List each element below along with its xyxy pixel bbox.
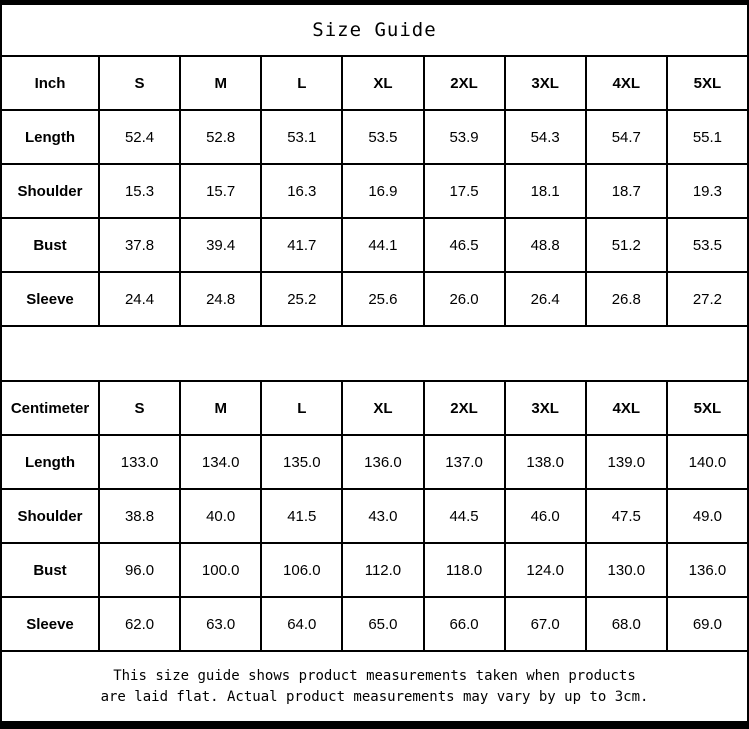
measurement-cell: 112.0 bbox=[342, 543, 423, 597]
measurement-cell: 134.0 bbox=[180, 435, 261, 489]
measurement-cell: 124.0 bbox=[505, 543, 586, 597]
measurement-cell: 19.3 bbox=[667, 164, 748, 218]
measurement-cell: 51.2 bbox=[586, 218, 667, 272]
centimeter-size-table bbox=[0, 380, 749, 652]
measurement-cell: 67.0 bbox=[505, 597, 586, 651]
measurement-cell: 39.4 bbox=[180, 218, 261, 272]
table-row-sleeve bbox=[1, 272, 748, 326]
measurement-cell: 55.1 bbox=[667, 110, 748, 164]
inch-size-table bbox=[0, 55, 749, 327]
size-header-cell: 5XL bbox=[667, 56, 748, 110]
measurement-cell: 44.1 bbox=[342, 218, 423, 272]
page-title: Size Guide bbox=[312, 19, 437, 41]
measurement-cell: 96.0 bbox=[99, 543, 180, 597]
measurement-cell: 16.9 bbox=[342, 164, 423, 218]
measurement-cell: 100.0 bbox=[180, 543, 261, 597]
size-header-cell: 2XL bbox=[424, 56, 505, 110]
footer-note-line1: This size guide shows product measurements taken when products bbox=[113, 667, 636, 684]
size-header-cell: 3XL bbox=[505, 56, 586, 110]
measurement-cell: 130.0 bbox=[586, 543, 667, 597]
measurement-cell: 53.5 bbox=[342, 110, 423, 164]
measurement-cell: 135.0 bbox=[261, 435, 342, 489]
table-row-bust bbox=[1, 543, 748, 597]
measurement-cell: 106.0 bbox=[261, 543, 342, 597]
measurement-cell: 47.5 bbox=[586, 489, 667, 543]
table-row-bust bbox=[1, 218, 748, 272]
measurement-cell: 41.5 bbox=[261, 489, 342, 543]
measurement-cell: 140.0 bbox=[667, 435, 748, 489]
measurement-cell: 25.6 bbox=[342, 272, 423, 326]
measurement-cell: 53.5 bbox=[667, 218, 748, 272]
table-row-length bbox=[1, 435, 748, 489]
measurement-cell: 24.8 bbox=[180, 272, 261, 326]
measurement-cell: 63.0 bbox=[180, 597, 261, 651]
size-header-cell: S bbox=[99, 56, 180, 110]
measurement-cell: 26.8 bbox=[586, 272, 667, 326]
measurement-cell: 37.8 bbox=[99, 218, 180, 272]
measurement-cell: 65.0 bbox=[342, 597, 423, 651]
size-header-cell: S bbox=[99, 381, 180, 435]
measurement-cell: 49.0 bbox=[667, 489, 748, 543]
measurement-cell: 44.5 bbox=[424, 489, 505, 543]
measurement-cell: 52.4 bbox=[99, 110, 180, 164]
size-header-cell: M bbox=[180, 381, 261, 435]
size-header-cell: L bbox=[261, 56, 342, 110]
table-spacer bbox=[0, 327, 749, 380]
table-row-sleeve bbox=[1, 597, 748, 651]
measurement-cell: 62.0 bbox=[99, 597, 180, 651]
measurement-cell: 46.0 bbox=[505, 489, 586, 543]
measurement-cell: 137.0 bbox=[424, 435, 505, 489]
measurement-cell: 18.1 bbox=[505, 164, 586, 218]
row-label: Shoulder bbox=[1, 164, 99, 218]
measurement-cell: 38.8 bbox=[99, 489, 180, 543]
row-label: Shoulder bbox=[1, 489, 99, 543]
measurement-cell: 43.0 bbox=[342, 489, 423, 543]
measurement-cell: 54.3 bbox=[505, 110, 586, 164]
measurement-cell: 15.3 bbox=[99, 164, 180, 218]
measurement-cell: 40.0 bbox=[180, 489, 261, 543]
measurement-cell: 26.4 bbox=[505, 272, 586, 326]
table-row-shoulder bbox=[1, 489, 748, 543]
size-header-cell: 5XL bbox=[667, 381, 748, 435]
measurement-cell: 15.7 bbox=[180, 164, 261, 218]
measurement-cell: 41.7 bbox=[261, 218, 342, 272]
measurement-cell: 27.2 bbox=[667, 272, 748, 326]
measurement-cell: 46.5 bbox=[424, 218, 505, 272]
measurement-cell: 48.8 bbox=[505, 218, 586, 272]
measurement-cell: 18.7 bbox=[586, 164, 667, 218]
measurement-cell: 54.7 bbox=[586, 110, 667, 164]
measurement-cell: 53.1 bbox=[261, 110, 342, 164]
inch-header-row bbox=[1, 56, 748, 110]
measurement-cell: 52.8 bbox=[180, 110, 261, 164]
size-header-cell: 4XL bbox=[586, 381, 667, 435]
measurement-cell: 64.0 bbox=[261, 597, 342, 651]
footer-note bbox=[0, 652, 749, 721]
row-label: Bust bbox=[1, 218, 99, 272]
size-header-cell: 3XL bbox=[505, 381, 586, 435]
measurement-cell: 136.0 bbox=[342, 435, 423, 489]
table-row-length bbox=[1, 110, 748, 164]
row-label: Bust bbox=[1, 543, 99, 597]
measurement-cell: 68.0 bbox=[586, 597, 667, 651]
row-label: Sleeve bbox=[1, 597, 99, 651]
title-row bbox=[0, 5, 749, 55]
size-header-cell: 4XL bbox=[586, 56, 667, 110]
measurement-cell: 24.4 bbox=[99, 272, 180, 326]
measurement-cell: 66.0 bbox=[424, 597, 505, 651]
measurement-cell: 136.0 bbox=[667, 543, 748, 597]
measurement-cell: 69.0 bbox=[667, 597, 748, 651]
measurement-cell: 16.3 bbox=[261, 164, 342, 218]
cm-header-row bbox=[1, 381, 748, 435]
size-header-cell: M bbox=[180, 56, 261, 110]
measurement-cell: 133.0 bbox=[99, 435, 180, 489]
bottom-black-bar bbox=[0, 721, 749, 729]
size-header-cell: L bbox=[261, 381, 342, 435]
measurement-cell: 26.0 bbox=[424, 272, 505, 326]
size-header-cell: 2XL bbox=[424, 381, 505, 435]
table-row-shoulder bbox=[1, 164, 748, 218]
unit-header-cell: Centimeter bbox=[1, 381, 99, 435]
measurement-cell: 118.0 bbox=[424, 543, 505, 597]
unit-header-cell: Inch bbox=[1, 56, 99, 110]
measurement-cell: 25.2 bbox=[261, 272, 342, 326]
size-header-cell: XL bbox=[342, 56, 423, 110]
measurement-cell: 138.0 bbox=[505, 435, 586, 489]
footer-note-line2: are laid flat. Actual product measurements may vary by up to 3cm. bbox=[100, 688, 649, 705]
row-label: Length bbox=[1, 435, 99, 489]
row-label: Length bbox=[1, 110, 99, 164]
measurement-cell: 53.9 bbox=[424, 110, 505, 164]
size-header-cell: XL bbox=[342, 381, 423, 435]
measurement-cell: 17.5 bbox=[424, 164, 505, 218]
measurement-cell: 139.0 bbox=[586, 435, 667, 489]
row-label: Sleeve bbox=[1, 272, 99, 326]
